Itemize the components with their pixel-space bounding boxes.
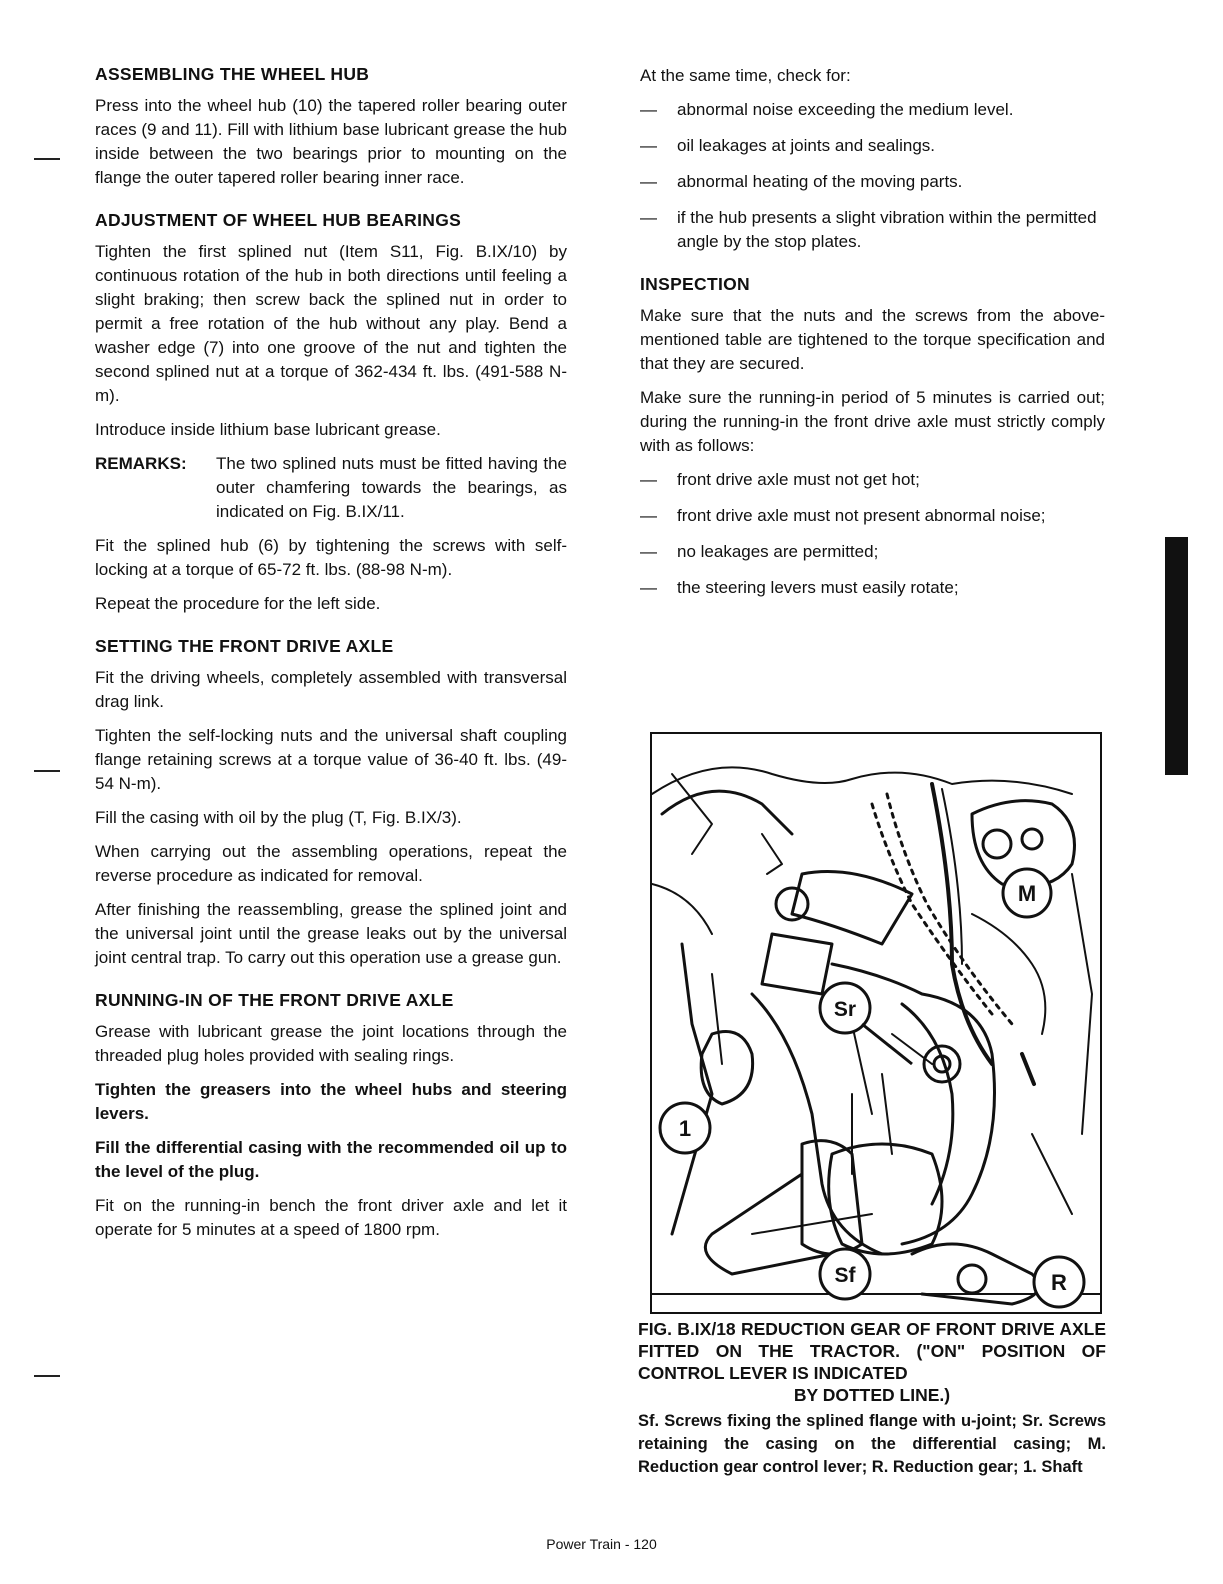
- thumb-tab-marker: [1165, 537, 1188, 775]
- paragraph: Fit on the running-in bench the front driver axle and let it operate for 5 minutes at a speed of 1800 rpm.: [95, 1196, 567, 1239]
- list-item: — if the hub presents a slight vibration within the permitted angle by the stop plates.: [640, 206, 1105, 254]
- check-list: [640, 98, 1105, 254]
- section-title: ASSEMBLING THE WHEEL HUB: [95, 64, 370, 84]
- list-item: — abnormal noise exceeding the medium level.: [640, 98, 1105, 122]
- paragraph: Tighten the self-locking nuts and the universal shaft coupling flange retaining screws at a torque value of 36-40 ft. lbs. (49-54 N-m).: [95, 726, 567, 793]
- paragraph: Introduce inside lithium base lubricant grease.: [95, 420, 441, 439]
- remarks-text: The two splined nuts must be fitted having the outer chamfering towards the bearings, as indicated on Fig. B.IX/11.: [216, 454, 567, 521]
- inspection-list: [640, 468, 1105, 600]
- section-title: ADJUSTMENT OF WHEEL HUB BEARINGS: [95, 210, 462, 230]
- margin-mark: [34, 158, 60, 160]
- label-r-text: R: [1051, 1270, 1067, 1295]
- paragraph: Fill the casing with oil by the plug (T, Fig. B.IX/3).: [95, 808, 462, 827]
- page-number: Power Train - 120: [546, 1536, 657, 1552]
- paragraph: Make sure that the nuts and the screws from the above-mentioned table are tightened to the torque specification and that they are secured.: [640, 306, 1105, 373]
- caption-line-2: BY DOTTED LINE.): [793, 1385, 951, 1405]
- margin-mark: [34, 1375, 60, 1377]
- list-item: — front drive axle must not present abnormal noise;: [640, 504, 1105, 528]
- paragraph: Tighten the greasers into the wheel hubs and steering levers.: [95, 1080, 567, 1123]
- paragraph: Make sure the running-in period of 5 minutes is carried out; during the running-in the front drive axle must strictly comply with as follows:: [640, 388, 1105, 455]
- label-m: [1003, 869, 1051, 917]
- paragraph: Tighten the first splined nut (Item S11, Fig. B.IX/10) by continuous rotation of the hub in both directions until feeling a slight braking; then screw back the splined nut in order to permit a free rotation of the hub without any play. Bend a washer edge (7) into one groove of the nut and tighten the second splined nut at a torque of 362-434 ft. lbs. (491-588 N-m).: [95, 242, 567, 405]
- paragraph: Fit the driving wheels, completely assembled with transversal drag link.: [95, 668, 567, 711]
- paragraph: Repeat the procedure for the left side.: [95, 594, 381, 613]
- figure-caption: [638, 1318, 1106, 1479]
- section-title: RUNNING-IN OF THE FRONT DRIVE AXLE: [95, 990, 454, 1010]
- right-column: [640, 64, 1105, 612]
- list-item: — abnormal heating of the moving parts.: [640, 170, 1105, 194]
- list-item: — front drive axle must not get hot;: [640, 468, 1105, 492]
- label-m-text: M: [1017, 881, 1037, 906]
- caption-legend: Sf. Screws fixing the splined flange with u-joint; Sr. Screws retaining the casing on the differential casing; M. Reduction gear control lever; R. Reduction gear; 1. Shaft: [638, 1412, 1106, 1476]
- paragraph: When carrying out the assembling operations, repeat the reverse procedure as indicated for removal.: [95, 842, 567, 885]
- label-1: [660, 1103, 710, 1153]
- list-item: — no leakages are permitted;: [640, 540, 1105, 564]
- paragraph: Fit the splined hub (6) by tightening the screws with self-locking at a torque of 65-72 ft. lbs. (88-98 N-m).: [95, 536, 567, 579]
- paragraph: At the same time, check for:: [640, 66, 851, 85]
- list-item: — oil leakages at joints and sealings.: [640, 134, 1105, 158]
- remarks-label: REMARKS:: [95, 454, 187, 473]
- section-title: SETTING THE FRONT DRIVE AXLE: [95, 636, 394, 656]
- remarks: [95, 452, 567, 524]
- page-footer: [0, 1536, 1223, 1552]
- label-sf-text: Sf: [834, 1264, 856, 1287]
- section-title: INSPECTION: [640, 274, 750, 294]
- caption-title: [638, 1318, 1106, 1406]
- label-sr-text: Sr: [833, 998, 857, 1021]
- list-item: — the steering levers must easily rotate;: [640, 576, 1105, 600]
- label-sf: [820, 1249, 870, 1299]
- margin-mark: [34, 770, 60, 772]
- label-1-text: 1: [678, 1116, 692, 1141]
- paragraph: Press into the wheel hub (10) the tapered roller bearing outer races (9 and 11). Fill with lithium base lubricant grease the hub inside between the two bearings prior to mounting on the flange the outer tapered roller bearing inner race.: [95, 96, 567, 187]
- label-r: [1034, 1257, 1084, 1307]
- caption-line-1: FIG. B.IX/18 REDUCTION GEAR OF FRONT DRIVE AXLE FITTED ON THE TRACTOR. ("ON" POSITION OF CONTROL LEVER IS INDICATED: [638, 1319, 1106, 1383]
- figure-illustration: [650, 732, 1102, 1314]
- paragraph: Grease with lubricant grease the joint locations through the threaded plug holes provided with sealing rings.: [95, 1022, 567, 1065]
- paragraph: After finishing the reassembling, grease the splined joint and the universal joint until the grease leaks out by the universal joint central trap. To carry out this operation use a grease gun.: [95, 900, 567, 967]
- left-column: [95, 64, 567, 1252]
- paragraph: Fill the differential casing with the recommended oil up to the level of the plug.: [95, 1138, 567, 1181]
